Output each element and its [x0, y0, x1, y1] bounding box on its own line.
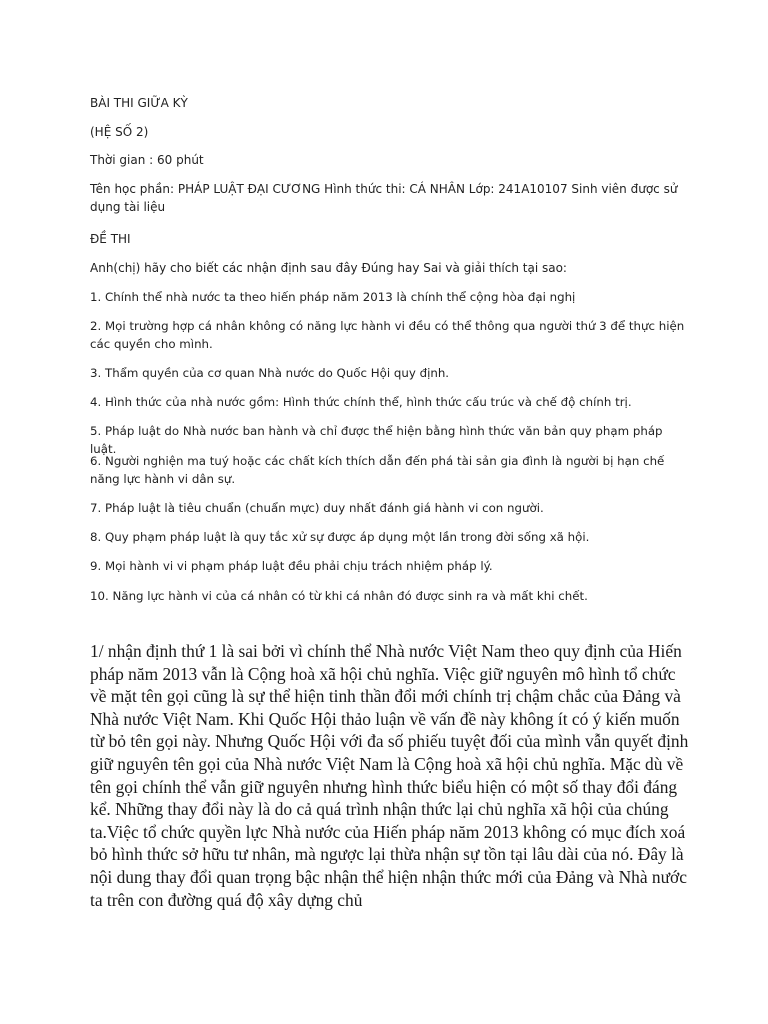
instruction-text: Anh(chị) hãy cho biết các nhận định sau đây Đúng hay Sai và giải thích tại sao: — [90, 261, 567, 275]
question-8: 8. Quy phạm pháp luật là quy tắc xử sự được áp dụng một lần trong đời sống xã hội. — [90, 530, 590, 544]
section-label: ĐỀ THI — [90, 232, 131, 246]
exam-duration: Thời gian : 60 phút — [90, 153, 204, 167]
exam-coefficient: (HỆ SỐ 2) — [90, 125, 149, 139]
question-2: 2. Mọi trường hợp cá nhân không có năng lực hành vi đều có thể thông qua người thứ 3 để thực hiện các quyền cho mình. — [90, 319, 685, 351]
exam-title: BÀI THI GIỮA KỲ — [90, 96, 188, 110]
question-6: 6. Người nghiện ma tuý hoặc các chất kích thích dẫn đến phá tài sản gia đình là người bị hạn chế năng lực hành vi dân sự. — [90, 454, 665, 486]
question-5: 5. Pháp luật do Nhà nước ban hành và chỉ được thể hiện bằng hình thức văn bản quy phạm pháp luật. — [90, 424, 663, 456]
question-7: 7. Pháp luật là tiêu chuẩn (chuẩn mực) duy nhất đánh giá hành vi con người. — [90, 501, 544, 515]
course-info: Tên học phần: PHÁP LUẬT ĐẠI CƯƠNG Hình thức thi: CÁ NHÂN Lớp: 241A10107 Sinh viên được sử dụng tài liệu — [90, 182, 678, 214]
question-1: 1. Chính thể nhà nước ta theo hiến pháp năm 2013 là chính thể cộng hòa đại nghị — [90, 290, 576, 304]
question-3: 3. Thẩm quyền của cơ quan Nhà nước do Quốc Hội quy định. — [90, 366, 450, 380]
question-4: 4. Hình thức của nhà nước gồm: Hình thức chính thể, hình thức cấu trúc và chế độ chính trị. — [90, 395, 632, 409]
answer-paragraph: 1/ nhận định thứ 1 là sai bởi vì chính thể Nhà nước Việt Nam theo quy định của Hiến pháp năm 2013 vẫn là Cộng hoà xã hội chủ nghĩa. Việc giữ nguyên mô hình tổ chức về mặt tên gọi cũng là sự thể hiện tinh thần đổi mới chính trị chậm chắc của Đảng và Nhà nước Việt Nam. Khi Quốc Hội thảo luận về vấn đề này không ít có ý kiến muốn từ bỏ tên gọi này. Nhưng Quốc Hội với đa số phiếu tuyệt đối của mình vẫn quyết định giữ nguyên tên gọi của Nhà nước Việt Nam là Cộng hoà xã hội chủ nghĩa. Mặc dù về tên gọi chính thể vẫn giữ nguyên nhưng hình thức biểu hiện có một số thay đổi đáng kể. Những thay đổi này là do cả quá trình nhận thức lại chủ nghĩa xã hội của chúng ta.Việc tổ chức quyền lực Nhà nước của Hiến pháp năm 2013 không có mục đích xoá bỏ hình thức sở hữu tư nhân, mà ngược lại thừa nhận sự tồn tại lâu dài của nó. Đây là nội dung thay đổi quan trọng bậc nhận thể hiện nhận thức mới của Đảng và Nhà nước ta trên con đường quá độ xây dựng chủ — [90, 641, 689, 910]
question-10: 10. Năng lực hành vi của cá nhân có từ khi cá nhân đó được sinh ra và mất khi chết. — [90, 589, 588, 603]
question-9: 9. Mọi hành vi vi phạm pháp luật đều phải chịu trách nhiệm pháp lý. — [90, 559, 493, 573]
